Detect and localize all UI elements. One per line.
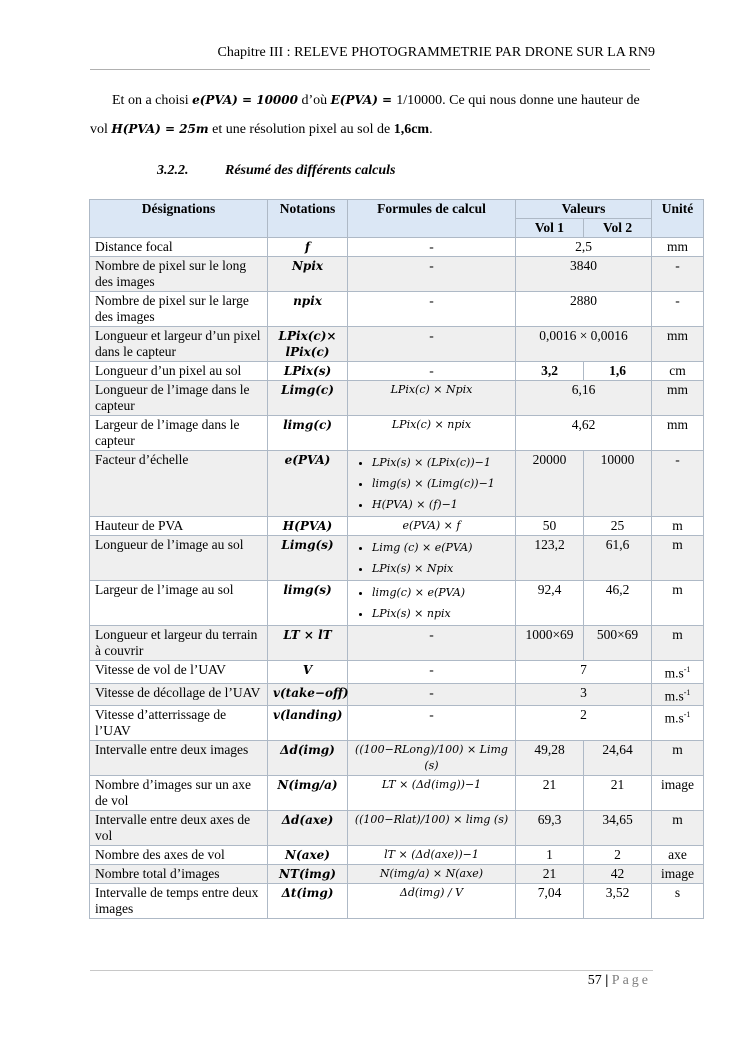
table-row xyxy=(90,362,704,381)
table-row xyxy=(90,706,704,741)
designation-cell: Vitesse d’atterrissage de l’UAV xyxy=(90,706,268,741)
para-text-5: . xyxy=(429,122,433,137)
notation-cell: v(take−off) xyxy=(268,683,348,706)
formula-cell: LPix(c) × npix xyxy=(348,416,516,451)
formula-item: • LPix(s) × (LPix(c))−1 xyxy=(372,452,510,473)
footer-separator: | xyxy=(605,973,609,988)
section-heading xyxy=(157,163,395,179)
designation-cell: Facteur d’échelle xyxy=(90,451,268,517)
vol1-cell: 3,2 xyxy=(516,362,584,381)
notation-cell: LT × lT xyxy=(268,626,348,661)
formula-cell: Δd(img) / V xyxy=(348,884,516,919)
designation-cell: Vitesse de décollage de l’UAV xyxy=(90,683,268,706)
formula-cell: LT × (Δd(img))−1 xyxy=(348,776,516,811)
vol2-cell: 1,6 xyxy=(584,362,652,381)
notation-cell: LPix(c)× lPix(c) xyxy=(268,327,348,362)
unit-exponent: -1 xyxy=(683,665,691,674)
unit-cell: cm xyxy=(652,362,704,381)
para-math-1: e(PVA) = 10000 xyxy=(192,93,298,107)
page-number: 57 xyxy=(587,973,602,988)
formula-item: • LPix(s) × Npix xyxy=(372,558,510,579)
vol2-cell: 46,2 xyxy=(584,581,652,626)
header-designations: Désignations xyxy=(90,200,268,238)
unit-text: m.s xyxy=(664,688,684,703)
notation-cell: Δd(img) xyxy=(268,741,348,776)
notation-cell: H(PVA) xyxy=(268,517,348,536)
formula-item: • H(PVA) × (f)−1 xyxy=(372,494,510,515)
formula-cell: ((100−RLong)/100) × Limg (s) xyxy=(348,741,516,776)
designation-cell: Largeur de l’image dans le capteur xyxy=(90,416,268,451)
vol2-cell: 21 xyxy=(584,776,652,811)
unit-cell: s xyxy=(652,884,704,919)
formula-item: • Limg (c) × e(PVA) xyxy=(372,537,510,558)
unit-cell: m xyxy=(652,536,704,581)
notation-cell: NT(img) xyxy=(268,865,348,884)
formula-item: • LPix(s) × npix xyxy=(372,603,510,624)
formula-cell xyxy=(348,451,516,517)
unit-cell: - xyxy=(652,451,704,517)
formula-cell: - xyxy=(348,327,516,362)
value-cell: 7 xyxy=(516,661,652,684)
intro-paragraph xyxy=(90,86,655,144)
unit-cell: - xyxy=(652,257,704,292)
vol1-cell: 123,2 xyxy=(516,536,584,581)
vol2-cell: 25 xyxy=(584,517,652,536)
formula-cell: - xyxy=(348,661,516,684)
designation-cell: Longueur de l’image dans le capteur xyxy=(90,381,268,416)
unit-cell: m xyxy=(652,581,704,626)
vol2-cell: 10000 xyxy=(584,451,652,517)
notation-cell: Limg(c) xyxy=(268,381,348,416)
notation-cell: LPix(s) xyxy=(268,362,348,381)
header-vol1: Vol 1 xyxy=(516,219,584,238)
notation-cell: Δd(axe) xyxy=(268,811,348,846)
designation-cell: Nombre d’images sur un axe de vol xyxy=(90,776,268,811)
notation-cell: f xyxy=(268,238,348,257)
value-cell: 4,62 xyxy=(516,416,652,451)
table-row xyxy=(90,865,704,884)
table-row xyxy=(90,626,704,661)
para-text-2: d’où xyxy=(297,93,331,108)
vol2-cell: 2 xyxy=(584,846,652,865)
formula-cell xyxy=(348,581,516,626)
value-cell: 3840 xyxy=(516,257,652,292)
para-text-4: et une résolution pixel au sol de xyxy=(208,122,394,137)
notation-cell: N(img/a) xyxy=(268,776,348,811)
formula-cell: LPix(c) × Npix xyxy=(348,381,516,416)
header-valeurs: Valeurs xyxy=(516,200,652,219)
unit-cell: m xyxy=(652,517,704,536)
formula-cell xyxy=(348,536,516,581)
para-bold-1: 1,6cm xyxy=(393,122,430,137)
notation-cell: V xyxy=(268,661,348,684)
para-math-2: E(PVA) = xyxy=(330,93,397,107)
table-row xyxy=(90,257,704,292)
table-row xyxy=(90,517,704,536)
value-cell: 2,5 xyxy=(516,238,652,257)
designation-cell: Longueur et largeur d’un pixel dans le capteur xyxy=(90,327,268,362)
unit-exponent: -1 xyxy=(683,687,691,697)
value-cell: 0,0016 × 0,0016 xyxy=(516,327,652,362)
designation-cell: Nombre de pixel sur le long des images xyxy=(90,257,268,292)
vol2-cell: 34,65 xyxy=(584,811,652,846)
unit-cell: m xyxy=(652,626,704,661)
table-row xyxy=(90,683,704,706)
vol1-cell: 50 xyxy=(516,517,584,536)
table-row xyxy=(90,416,704,451)
vol1-cell: 1000×69 xyxy=(516,626,584,661)
table-body xyxy=(90,238,704,919)
formula-cell: - xyxy=(348,626,516,661)
para-text-1: Et on a choisi xyxy=(112,93,193,108)
unit-cell: image xyxy=(652,865,704,884)
unit-exponent: -1 xyxy=(683,710,691,719)
formula-cell: - xyxy=(348,706,516,741)
vol1-cell: 1 xyxy=(516,846,584,865)
formula-item: • limg(s) × (Limg(c))−1 xyxy=(372,473,510,494)
unit-cell xyxy=(652,706,704,741)
notation-cell: v(landing) xyxy=(268,706,348,741)
notation-cell: N(axe) xyxy=(268,846,348,865)
formula-cell: e(PVA) × f xyxy=(348,517,516,536)
unit-cell xyxy=(652,683,704,706)
unit-cell: image xyxy=(652,776,704,811)
unit-cell: m xyxy=(652,811,704,846)
table-row xyxy=(90,776,704,811)
designation-cell: Vitesse de vol de l’UAV xyxy=(90,661,268,684)
vol2-cell: 61,6 xyxy=(584,536,652,581)
unit-cell: mm xyxy=(652,381,704,416)
formula-cell: - xyxy=(348,683,516,706)
header-unite: Unité xyxy=(652,200,704,238)
notation-cell: limg(c) xyxy=(268,416,348,451)
table-row xyxy=(90,884,704,919)
formula-cell: ((100−Rlat)/100) × limg (s) xyxy=(348,811,516,846)
table-row xyxy=(90,536,704,581)
section-number: 3.2.2. xyxy=(157,163,189,178)
notation-cell: Npix xyxy=(268,257,348,292)
page-header: Chapitre III : RELEVE PHOTOGRAMMETRIE PAR DRONE SUR LA RN9 xyxy=(217,45,655,60)
header-rule xyxy=(90,69,650,70)
calculation-table xyxy=(89,199,704,919)
unit-cell: axe xyxy=(652,846,704,865)
designation-cell: Nombre total d’images xyxy=(90,865,268,884)
unit-cell xyxy=(652,661,704,684)
vol1-cell: 7,04 xyxy=(516,884,584,919)
table-row xyxy=(90,327,704,362)
notation-cell: e(PVA) xyxy=(268,451,348,517)
table-row xyxy=(90,581,704,626)
vol1-cell: 49,28 xyxy=(516,741,584,776)
notation-cell: limg(s) xyxy=(268,581,348,626)
section-title: Résumé des différents calculs xyxy=(225,163,396,178)
vol2-cell: 500×69 xyxy=(584,626,652,661)
header-notations: Notations xyxy=(268,200,348,238)
table-row xyxy=(90,661,704,684)
page-footer xyxy=(588,973,651,989)
unit-cell: m xyxy=(652,741,704,776)
unit-cell: mm xyxy=(652,327,704,362)
unit-cell: mm xyxy=(652,238,704,257)
designation-cell: Intervalle entre deux images xyxy=(90,741,268,776)
table-row xyxy=(90,292,704,327)
table-row xyxy=(90,741,704,776)
vol1-cell: 69,3 xyxy=(516,811,584,846)
designation-cell: Longueur et largeur du terrain à couvrir xyxy=(90,626,268,661)
designation-cell: Hauteur de PVA xyxy=(90,517,268,536)
unit-cell: - xyxy=(652,292,704,327)
formula-cell: - xyxy=(348,362,516,381)
designation-cell: Distance focal xyxy=(90,238,268,257)
formula-cell: N(img/a) × N(axe) xyxy=(348,865,516,884)
vol1-cell: 21 xyxy=(516,865,584,884)
unit-text: m.s xyxy=(664,710,684,726)
para-math-3: H(PVA) = 25m xyxy=(111,122,209,136)
formula-item: • limg(c) × e(PVA) xyxy=(372,582,510,603)
value-cell: 3 xyxy=(516,683,652,706)
vol1-cell: 92,4 xyxy=(516,581,584,626)
notation-cell: npix xyxy=(268,292,348,327)
table-row xyxy=(90,811,704,846)
vol2-cell: 24,64 xyxy=(584,741,652,776)
table-row xyxy=(90,381,704,416)
designation-cell: Longueur de l’image au sol xyxy=(90,536,268,581)
notation-cell: Limg(s) xyxy=(268,536,348,581)
value-cell: 2 xyxy=(516,706,652,741)
table-row xyxy=(90,846,704,865)
designation-cell: Intervalle entre deux axes de vol xyxy=(90,811,268,846)
page-label: Page xyxy=(611,973,651,988)
notation-cell: Δt(img) xyxy=(268,884,348,919)
table-row xyxy=(90,238,704,257)
vol2-cell: 42 xyxy=(584,865,652,884)
unit-cell: mm xyxy=(652,416,704,451)
formula-cell: - xyxy=(348,257,516,292)
unit-text: m.s xyxy=(664,665,684,681)
value-cell: 6,16 xyxy=(516,381,652,416)
value-cell: 2880 xyxy=(516,292,652,327)
designation-cell: Largeur de l’image au sol xyxy=(90,581,268,626)
footer-rule xyxy=(90,970,653,971)
vol2-cell: 3,52 xyxy=(584,884,652,919)
formula-cell: - xyxy=(348,238,516,257)
designation-cell: Longueur d’un pixel au sol xyxy=(90,362,268,381)
designation-cell: Nombre de pixel sur le large des images xyxy=(90,292,268,327)
para-text-3: 1/10000. Ce qui nous donne une hauteur de vol xyxy=(90,93,640,137)
designation-cell: Nombre des axes de vol xyxy=(90,846,268,865)
vol1-cell: 20000 xyxy=(516,451,584,517)
designation-cell: Intervalle de temps entre deux images xyxy=(90,884,268,919)
formula-cell: - xyxy=(348,292,516,327)
vol1-cell: 21 xyxy=(516,776,584,811)
header-formules: Formules de calcul xyxy=(348,200,516,238)
formula-cell: lT × (Δd(axe))−1 xyxy=(348,846,516,865)
header-vol2: Vol 2 xyxy=(584,219,652,238)
table-row xyxy=(90,451,704,517)
